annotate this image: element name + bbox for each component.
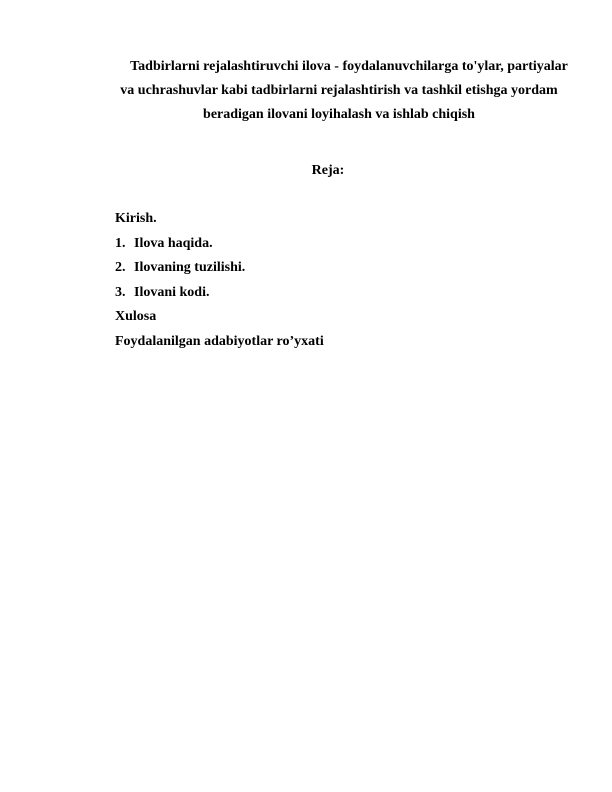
- toc-item-app-code: [115, 281, 555, 306]
- toc-item-number: 2.: [115, 260, 126, 275]
- toc-item-text: Foydalanilgan adabiyotlar ro’yxati: [115, 333, 324, 349]
- toc-item-text: Kirish.: [115, 211, 157, 226]
- toc-item-text: Ilovaning tuzilishi.: [134, 260, 246, 275]
- toc-item-about-app: [115, 232, 555, 257]
- toc-item-references: [115, 330, 555, 355]
- table-of-contents: [115, 207, 555, 354]
- toc-item-text: Ilovani kodi.: [134, 284, 210, 300]
- title-line-1: Tadbirlarni rejalashtiruvchi ilova - foydalanuvchilarga to'ylar, partiyalar: [130, 59, 568, 74]
- title-line-3: beradigan ilovani loyihalash va ishlab chiqish: [203, 107, 475, 122]
- toc-item-conclusion: [115, 305, 555, 330]
- plan-heading: Reja:: [311, 163, 345, 178]
- toc-item-text: Xulosa: [115, 309, 157, 324]
- title-line-2: va uchrashuvlar kabi tadbirlarni rejalashtirish va tashkil etishga yordam: [120, 83, 558, 98]
- toc-item-text: Ilova haqida.: [134, 235, 213, 251]
- toc-item-app-structure: [115, 256, 555, 281]
- toc-item-introduction: [115, 207, 555, 232]
- toc-item-number: 1.: [115, 235, 126, 251]
- document-title: [104, 55, 574, 127]
- toc-item-number: 3.: [115, 284, 126, 300]
